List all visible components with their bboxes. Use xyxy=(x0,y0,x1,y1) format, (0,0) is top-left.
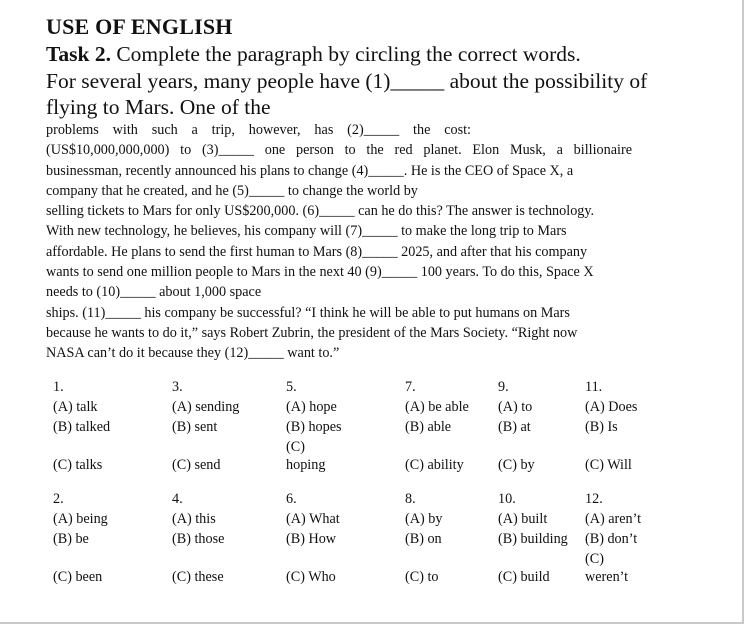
option-c[interactable]: (C) these xyxy=(172,569,224,585)
option-a[interactable]: (A) by xyxy=(405,511,443,527)
passage-line: businessman, recently announced his plans to change (4)_____. He is the CEO of Space X, a xyxy=(46,162,574,179)
option-c[interactable]: (C) been xyxy=(53,569,103,585)
question-number: 7. xyxy=(405,379,416,395)
option-c-prefix xyxy=(53,549,108,567)
option-c[interactable]: hoping xyxy=(286,457,326,473)
option-a[interactable]: (A) aren’t xyxy=(585,511,642,527)
task-heading xyxy=(46,41,581,67)
passage-line: NASA can’t do it because they (12)_____ want to.” xyxy=(46,345,340,362)
option-b[interactable]: (B) at xyxy=(498,419,531,435)
option-b[interactable]: (B) those xyxy=(172,531,225,547)
option-group-4 xyxy=(172,489,224,587)
option-group-3 xyxy=(172,377,239,475)
option-a[interactable]: (A) be able xyxy=(405,399,469,415)
question-number: 5. xyxy=(286,379,297,395)
option-c-prefix[interactable]: (C) xyxy=(286,439,305,455)
question-number: 9. xyxy=(498,379,509,395)
option-c[interactable]: (C) to xyxy=(405,569,439,585)
option-c[interactable]: (C) ability xyxy=(405,457,464,473)
option-c-prefix xyxy=(405,549,442,567)
question-number: 3. xyxy=(172,379,183,395)
option-group-10 xyxy=(498,489,568,587)
option-a[interactable]: (A) talk xyxy=(53,399,98,415)
option-a[interactable]: (A) being xyxy=(53,511,108,527)
question-number: 4. xyxy=(172,491,183,507)
passage-line: wants to send one million people to Mars in the next 40 (9)_____ 100 years. To do this, Space X xyxy=(46,264,594,281)
question-number: 12. xyxy=(585,491,603,507)
option-group-7 xyxy=(405,377,469,475)
passage-body xyxy=(46,120,632,364)
option-c-prefix xyxy=(286,549,340,567)
option-c-prefix xyxy=(405,437,469,455)
option-b[interactable]: (B) on xyxy=(405,531,442,547)
option-group-6 xyxy=(286,489,340,587)
passage-line: selling tickets to Mars for only US$200,000. (6)_____ can he do this? The answer is technology. xyxy=(46,203,595,220)
option-c-prefix xyxy=(172,549,224,567)
option-b[interactable]: (B) talked xyxy=(53,419,111,435)
option-b[interactable]: (B) building xyxy=(498,531,568,547)
option-c[interactable]: (C) talks xyxy=(53,457,103,473)
passage-line: company that he created, and he (5)_____ to change the world by xyxy=(46,182,418,199)
passage-line: (US$10,000,000,000) to (3)_____ one person to the red planet. Elon Musk, a billionaire xyxy=(46,142,632,159)
question-number: 8. xyxy=(405,491,416,507)
section-title: USE OF ENGLISH xyxy=(46,14,233,39)
option-group-9 xyxy=(498,377,535,475)
passage-large-line-2: flying to Mars. One of the xyxy=(46,95,271,119)
option-b[interactable]: (B) be xyxy=(53,531,89,547)
option-b[interactable]: (B) Is xyxy=(585,419,618,435)
option-c-prefix xyxy=(53,437,110,455)
question-number: 11. xyxy=(585,379,603,395)
option-a[interactable]: (A) to xyxy=(498,399,533,415)
passage-large-line-1: For several years, many people have (1)_____ about the possibility of xyxy=(46,69,648,93)
passage-line: With new technology, he believes, his company will (7)_____ to make the long trip to Mars xyxy=(46,223,567,240)
option-c-prefix xyxy=(585,437,637,455)
question-number: 6. xyxy=(286,491,297,507)
question-number: 1. xyxy=(53,379,64,395)
option-c[interactable]: (C) by xyxy=(498,457,535,473)
option-b[interactable]: (B) don’t xyxy=(585,531,638,547)
task-label: Task 2. xyxy=(46,42,111,66)
option-c-prefix[interactable]: (C) xyxy=(585,551,604,567)
question-number: 2. xyxy=(53,491,64,507)
option-b[interactable]: (B) hopes xyxy=(286,419,342,435)
option-a[interactable]: (A) hope xyxy=(286,399,337,415)
option-a[interactable]: (A) sending xyxy=(172,399,240,415)
option-group-5 xyxy=(286,377,342,475)
option-a[interactable]: (A) this xyxy=(172,511,216,527)
option-c-prefix xyxy=(498,437,535,455)
passage-line: ships. (11)_____ his company be successful? “I think he will be able to put humans on Mars xyxy=(46,304,570,321)
passage-line: because he wants to do it,” says Robert Zubrin, the president of the Mars Society. “Right now xyxy=(46,324,578,341)
passage-line: problems with such a trip, however, has (2)_____ the cost: xyxy=(46,122,471,138)
option-a[interactable]: (A) What xyxy=(286,511,340,527)
option-c[interactable]: (C) Will xyxy=(585,457,632,473)
option-b[interactable]: (B) sent xyxy=(172,419,218,435)
option-group-12 xyxy=(585,489,641,587)
option-c-prefix xyxy=(172,437,239,455)
option-c[interactable]: (C) build xyxy=(498,569,550,585)
option-c[interactable]: (C) Who xyxy=(286,569,336,585)
question-number: 10. xyxy=(498,491,516,507)
option-group-2 xyxy=(53,489,108,587)
option-a[interactable]: (A) Does xyxy=(585,399,638,415)
option-group-1 xyxy=(53,377,110,475)
option-c[interactable]: weren’t xyxy=(585,569,629,585)
option-b[interactable]: (B) How xyxy=(286,531,337,547)
option-a[interactable]: (A) built xyxy=(498,511,548,527)
option-group-11 xyxy=(585,377,637,475)
option-group-8 xyxy=(405,489,442,587)
passage-line: needs to (10)_____ about 1,000 space xyxy=(46,284,262,301)
option-c-prefix xyxy=(498,549,568,567)
option-c[interactable]: (C) send xyxy=(172,457,221,473)
task-instruction: Complete the paragraph by circling the correct words. xyxy=(110,42,581,66)
option-b[interactable]: (B) able xyxy=(405,419,452,435)
passage-line: affordable. He plans to send the first human to Mars (8)_____ 2025, and after that his company xyxy=(46,243,588,260)
